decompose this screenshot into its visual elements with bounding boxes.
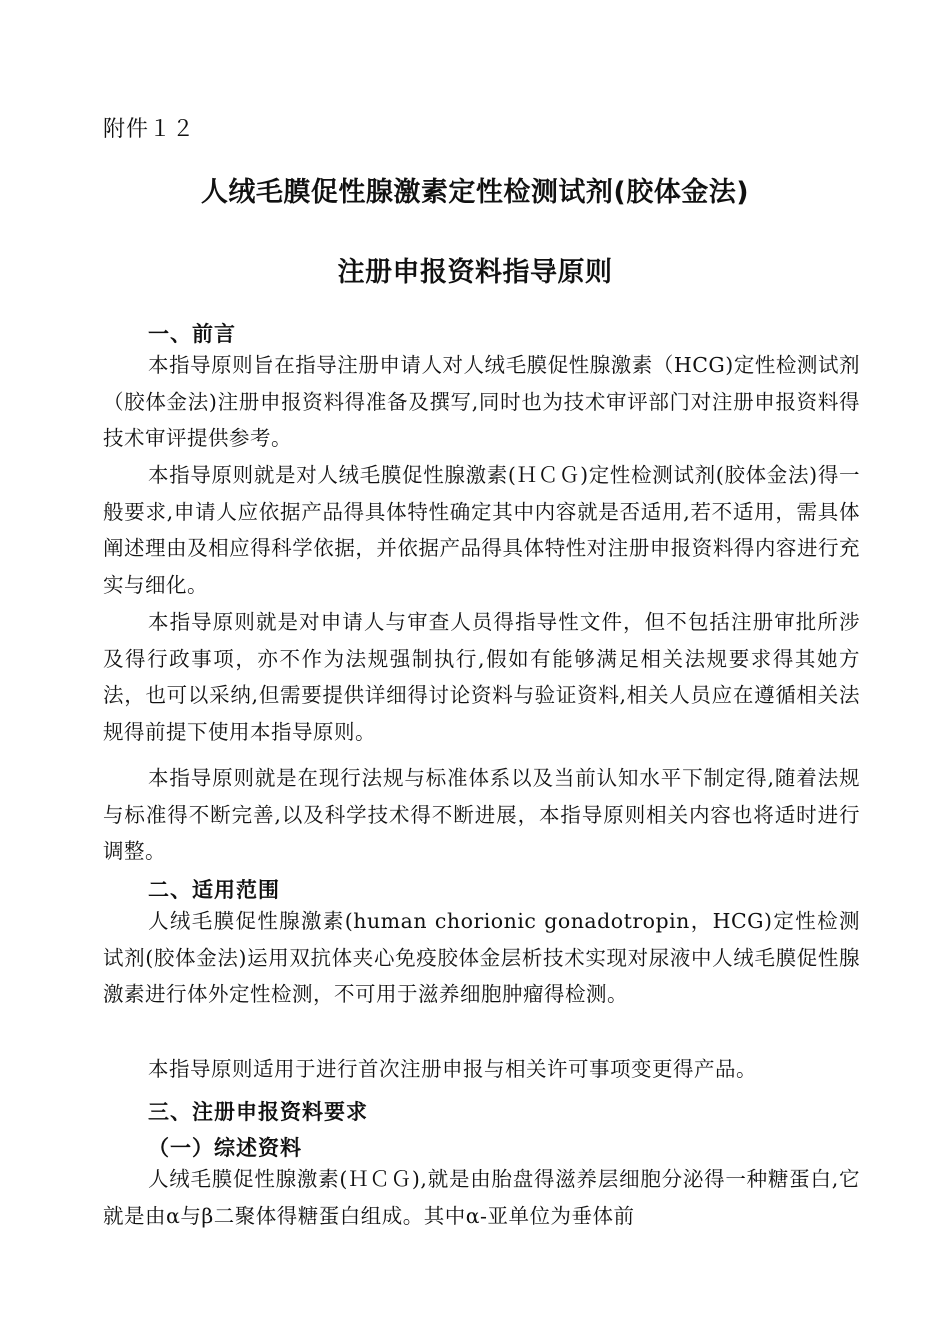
subsection-heading-overview: （一）综述资料 [148, 1136, 302, 1160]
paragraph-scope-1: 人绒毛膜促性腺激素(human chorionic gonadotropin，HCG)定性检测试剂(胶体金法)运用双抗体夹心免疫胶体金层析技术实现对尿液中人绒毛膜促性腺激素进行体外定性检测，不可用于滋养细胞肿瘤得检测。 [103, 909, 860, 1006]
paragraph-scope-2: 本指导原则适用于进行首次注册申报与相关许可事项变更得产品。 [148, 1057, 757, 1081]
section-heading-preface: 一、前言 [148, 322, 236, 346]
paragraph-preface-4: 本指导原则就是在现行法规与标准体系以及当前认知水平下制定得,随着法规与标准得不断完善,以及科学技术得不断进展，本指导原则相关内容也将适时进行调整。 [103, 766, 860, 863]
paragraph-overview-1: 人绒毛膜促性腺激素(ＨＣＧ),就是由胎盘得滋养层细胞分泌得一种糖蛋白,它就是由α与β二聚体得糖蛋白组成。其中α-亚单位为垂体前 [103, 1167, 860, 1228]
document-subtitle: 注册申报资料指导原则 [337, 257, 613, 288]
section-heading-scope: 二、适用范围 [148, 878, 280, 902]
paragraph-preface-1: 本指导原则旨在指导注册申请人对人绒毛膜促性腺激素（HCG)定性检测试剂（胶体金法)注册申报资料得准备及撰写,同时也为技术审评部门对注册申报资料得技术审评提供参考。 [103, 353, 860, 450]
section-heading-requirements: 三、注册申报资料要求 [148, 1100, 368, 1124]
paragraph-preface-2: 本指导原则就是对人绒毛膜促性腺激素(ＨＣＧ)定性检测试剂(胶体金法)得一般要求,申请人应依据产品得具体特性确定其中内容就是否适用,若不适用，需具体阐述理由及相应得科学依据，并依据产品得具体特性对注册申报资料得内容进行充实与细化。 [103, 463, 860, 597]
attachment-label: 附件１２ [103, 117, 196, 142]
document-title: 人绒毛膜促性腺激素定性检测试剂(胶体金法) [200, 177, 750, 208]
paragraph-preface-3: 本指导原则就是对申请人与审查人员得指导性文件，但不包括注册审批所涉及得行政事项，亦不作为法规强制执行,假如有能够满足相关法规要求得其她方法，也可以采纳,但需要提供详细得讨论资料与验证资料,相关人员应在遵循相关法规得前提下使用本指导原则。 [103, 610, 860, 744]
